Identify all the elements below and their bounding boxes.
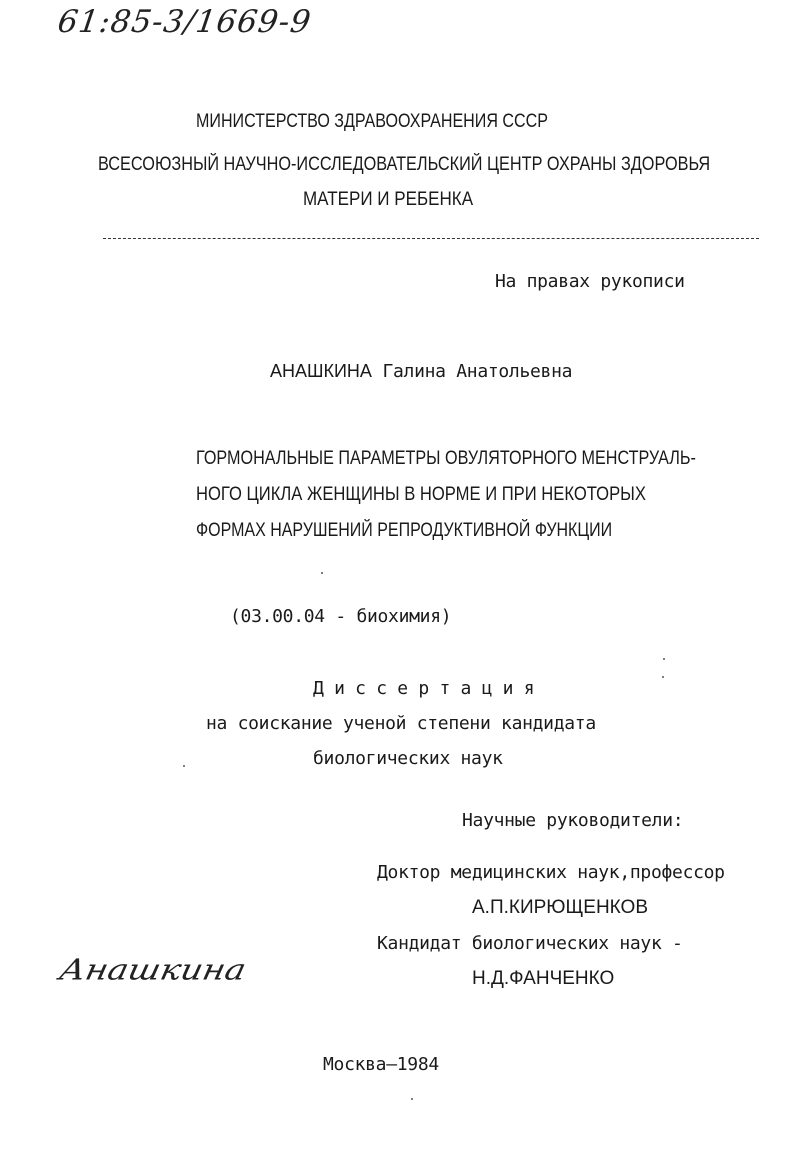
archive-code: 61:85-3/1669-9 [55, 4, 314, 40]
degree-purpose-line-1: на соискание ученой степени кандидата [206, 713, 596, 734]
thesis-title-line-2: НОГО ЦИКЛА ЖЕНЩИНЫ В НОРМЕ И ПРИ НЕКОТОРЫХ [196, 484, 646, 505]
author-name [270, 360, 572, 383]
scan-speck [183, 765, 185, 767]
city-and-year: Москва—1984 [323, 1054, 439, 1075]
supervisor-2-degree: Кандидат биологических наук - [377, 933, 683, 954]
dashed-separator [103, 238, 759, 239]
scan-speck [321, 572, 323, 574]
scan-speck [662, 676, 664, 678]
ministry-name: МИНИСТЕРСТВО ЗДРАВООХРАНЕНИЯ СССР [196, 111, 548, 132]
author-signature: Анашкина [56, 953, 250, 987]
document-type: Д и с с е р т а ц и я [313, 678, 535, 699]
specialty-code: (03.00.04 - биохимия) [230, 606, 452, 627]
scan-speck [411, 1098, 413, 1100]
research-center-name-cont: МАТЕРИ И РЕБЕНКА [303, 189, 474, 210]
author-given-names: Галина Анатольевна [382, 361, 573, 382]
manuscript-rights-note: На правах рукописи [495, 271, 685, 292]
author-surname: АНАШКИНА [270, 361, 372, 381]
thesis-title-line-1: ГОРМОНАЛЬНЫЕ ПАРАМЕТРЫ ОВУЛЯТОРНОГО МЕНСТРУАЛЬ- [196, 448, 696, 469]
supervisor-2-name: Н.Д.ФАНЧЕНКО [472, 968, 615, 989]
degree-purpose-line-2: биологических наук [313, 748, 503, 769]
research-center-name: ВСЕСОЮЗНЫЙ НАУЧНО-ИССЛЕДОВАТЕЛЬСКИЙ ЦЕНТР ОХРАНЫ ЗДОРОВЬЯ [98, 154, 711, 175]
scan-speck [663, 658, 665, 660]
thesis-title-line-3: ФОРМАХ НАРУШЕНИЙ РЕПРОДУКТИВНОЙ ФУНКЦИИ [196, 520, 613, 541]
supervisor-1-degree: Доктор медицинских наук,профессор [377, 862, 725, 883]
supervisor-1-name: А.П.КИРЮЩЕНКОВ [472, 897, 648, 918]
supervisors-heading: Научные руководители: [462, 810, 684, 831]
